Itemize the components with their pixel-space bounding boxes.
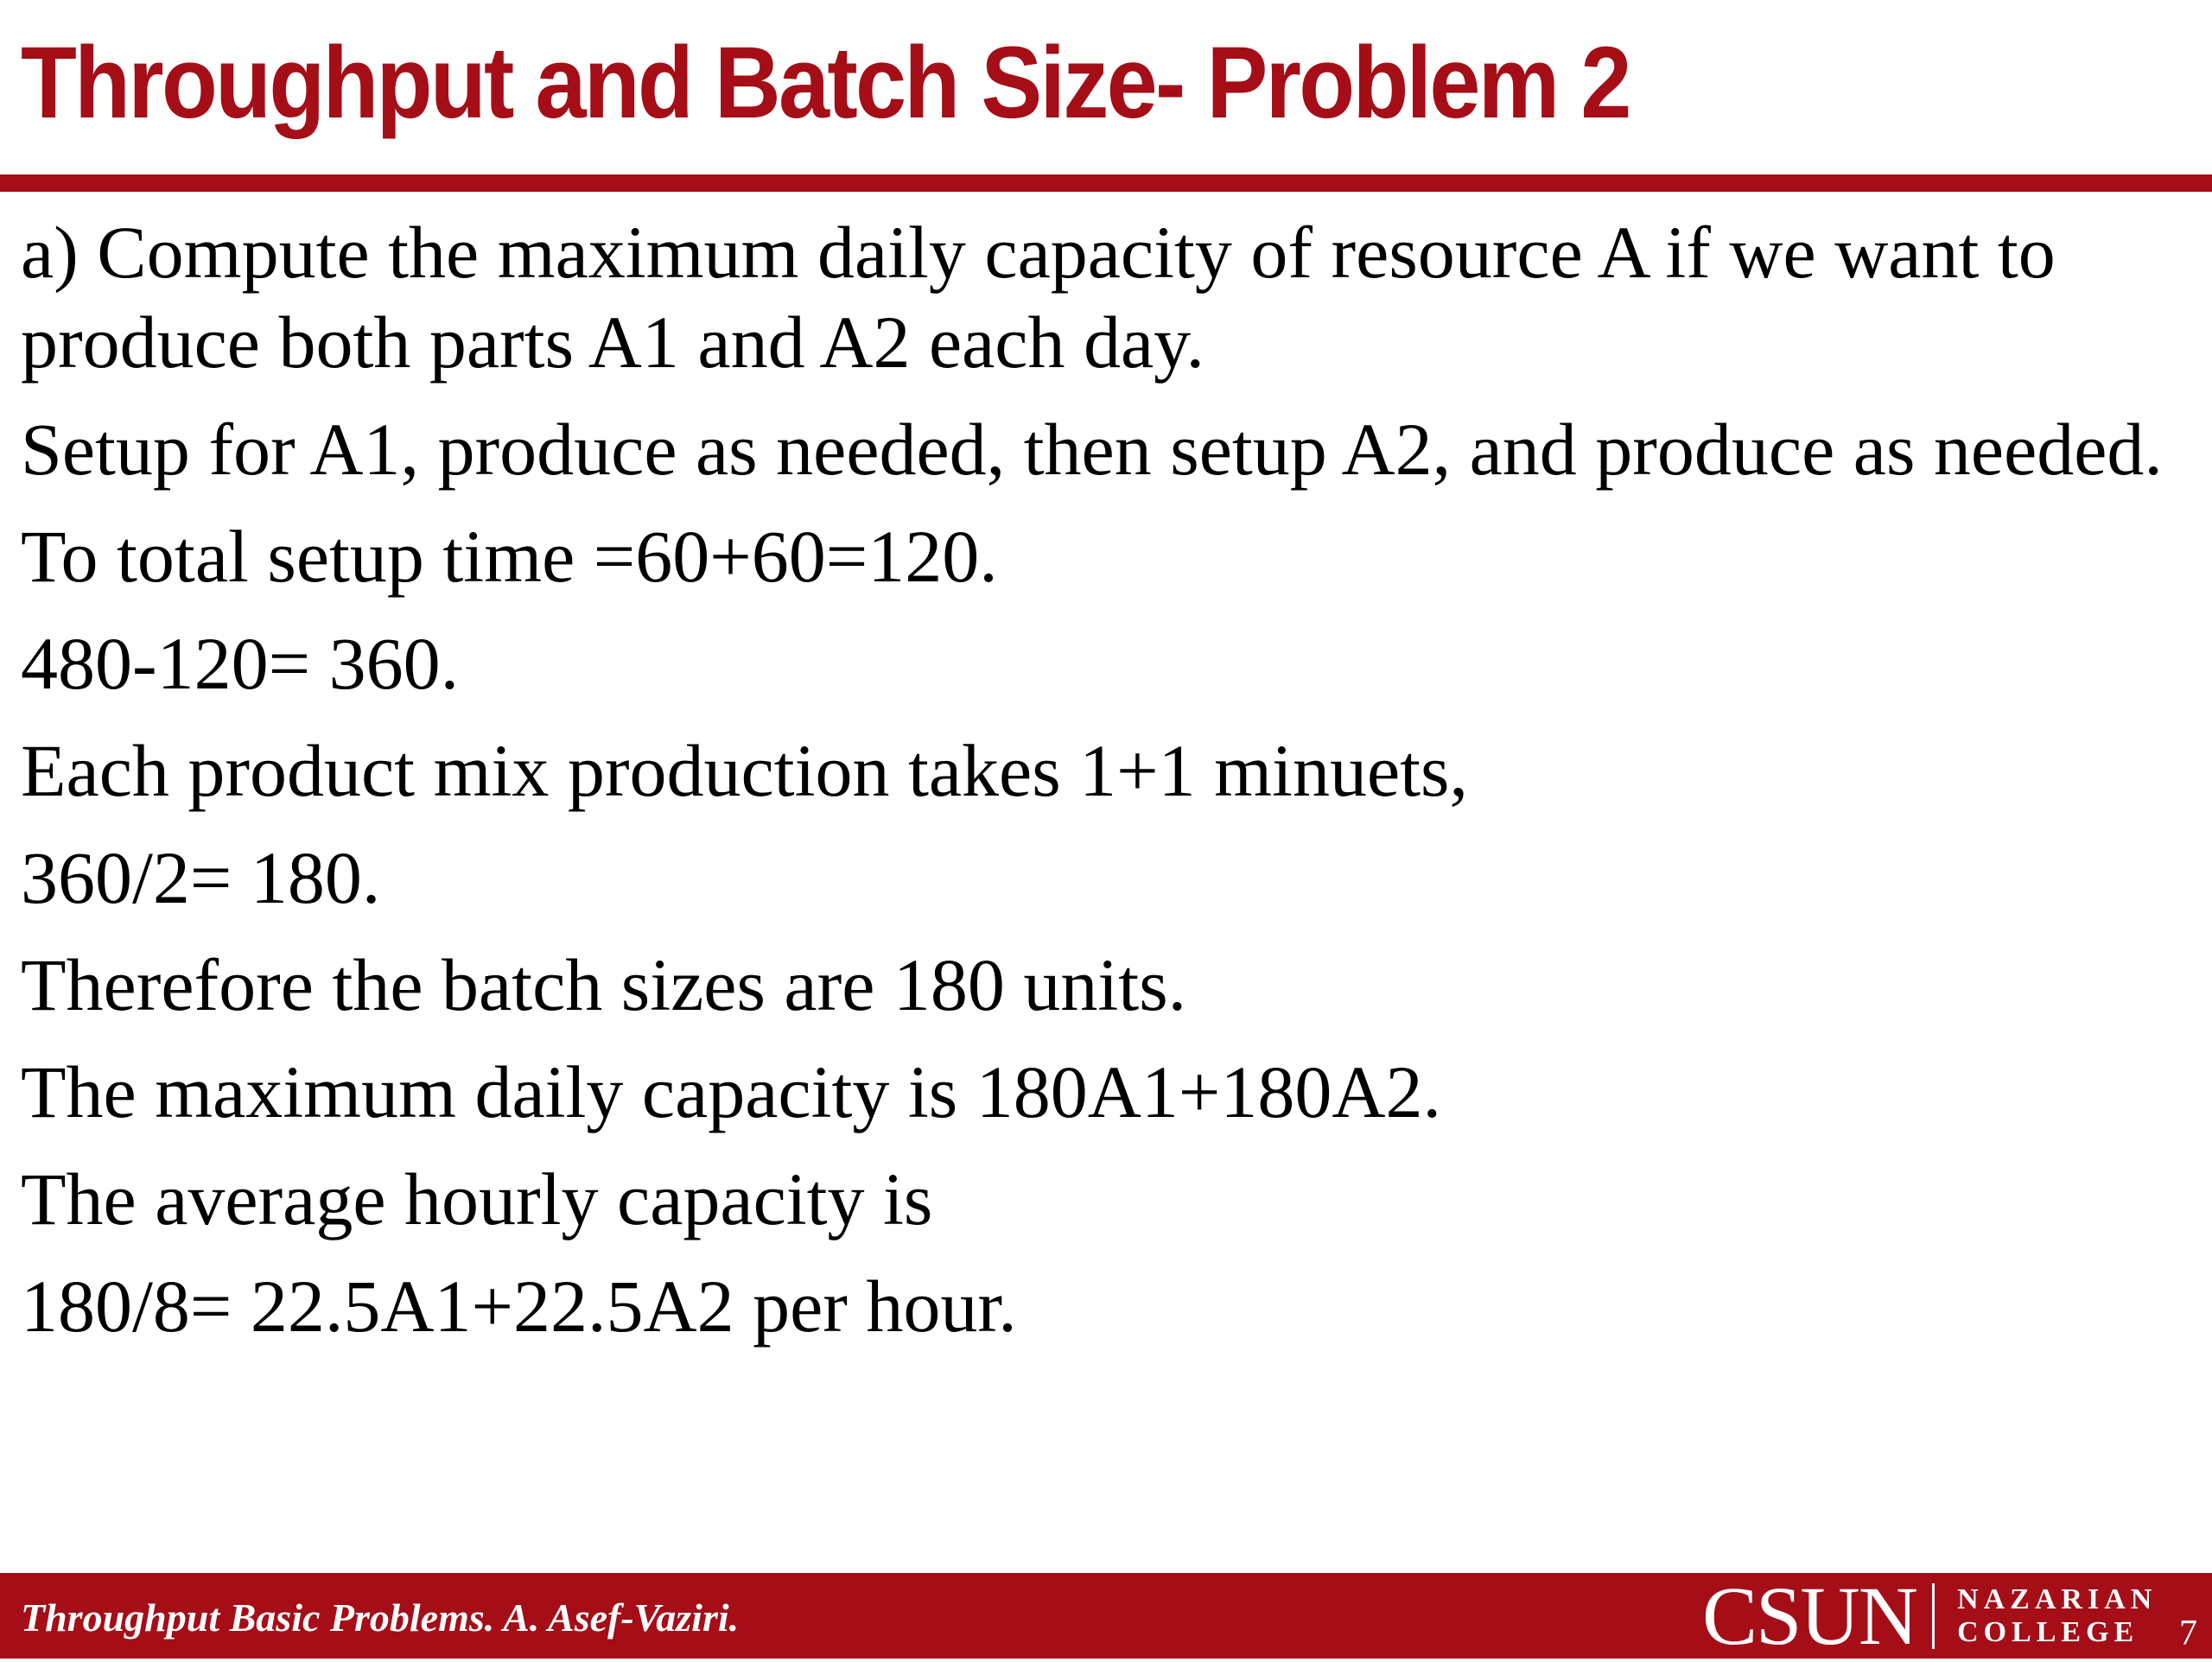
footer-bar xyxy=(0,1570,2212,1662)
logo-divider xyxy=(1932,1583,1935,1649)
paragraph-division: 360/2= 180. xyxy=(21,836,381,919)
logo-college-name xyxy=(1957,1583,2157,1649)
paragraph-hourly-intro: The average hourly capacity is xyxy=(21,1158,933,1240)
paragraph-hourly-capacity: 180/8= 22.5A1+22.5A2 per hour. xyxy=(21,1265,1017,1348)
paragraph-mix-time: Each product mix production takes 1+1 minuets, xyxy=(21,729,1468,812)
paragraph-batch-size: Therefore the batch sizes are 180 units. xyxy=(21,943,1187,1026)
page-number: 7 xyxy=(2179,1614,2197,1653)
paragraph-remaining-time: 480-120= 360. xyxy=(21,622,460,705)
logo-line-nazarian: NAZARIAN xyxy=(1957,1583,2158,1615)
paragraph-total-setup: To total setup time =60+60=120. xyxy=(21,515,998,598)
footer-caption: Throughput Basic Problems. A. Asef-Vaziri. xyxy=(21,1595,740,1640)
title-divider xyxy=(0,174,2212,192)
logo-wordmark: CSUN xyxy=(1702,1570,1917,1662)
paragraph-question: a) Compute the maximum daily capacity of resource A if we want to produce both parts A1 and A2 each day. xyxy=(21,211,2056,384)
csun-nazarian-logo xyxy=(1702,1570,2186,1662)
paragraph-daily-capacity: The maximum daily capacity is 180A1+180A2. xyxy=(21,1050,1441,1133)
slide-title: Throughput and Batch Size- Problem 2 xyxy=(21,26,1630,140)
slide-body xyxy=(21,207,2198,1368)
logo-line-college: COLLEGE xyxy=(1957,1615,2139,1648)
paragraph-setup: Setup for A1, produce as needed, then setup A2, and produce as needed. xyxy=(21,408,2163,491)
